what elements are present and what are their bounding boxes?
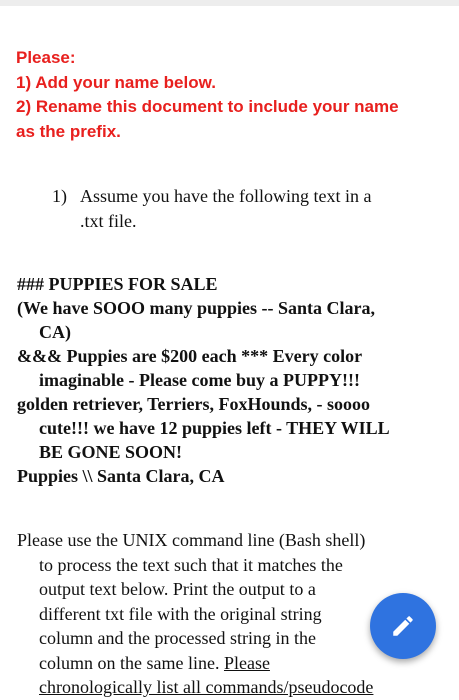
sample-line-1: ### PUPPIES FOR SALE: [17, 274, 218, 294]
sample-line-6: golden retriever, Terriers, FoxHounds, - soooo: [17, 394, 370, 414]
question-line-7[interactable]: chronologically list all commands/pseudocode: [39, 677, 374, 697]
question-1: [52, 184, 442, 234]
sample-line-7: cute!!! we have 12 puppies left - THEY WILL: [39, 418, 390, 438]
question-line-4: different txt file with the original string: [39, 603, 322, 624]
sample-line-8: BE GONE SOON!: [39, 442, 183, 462]
sample-line-5: imaginable - Please come buy a PUPPY!!!: [39, 370, 360, 390]
instructions-step-2-line-2: as the prefix.: [16, 121, 121, 141]
edit-fab-button[interactable]: [370, 593, 436, 659]
question-line-6-text: column on the same line.: [39, 652, 224, 673]
question-line-3: output text below. Print the output to a: [39, 579, 316, 599]
question-line-6: [17, 651, 447, 676]
sample-line-2: (We have SOOO many puppies -- Santa Clara,: [17, 298, 376, 318]
question-1-line-1: Assume you have the following text in a: [80, 186, 372, 206]
question-line-1: Please use the UNIX command line (Bash shell): [17, 530, 366, 550]
question-line-5: column and the processed string in the: [39, 628, 316, 648]
question-1-number: 1): [52, 186, 67, 206]
instructions-step-1: 1) Add your name below.: [16, 72, 216, 92]
sample-line-3: CA): [39, 322, 71, 342]
please-link[interactable]: Please: [223, 652, 270, 673]
pencil-edit-icon: [390, 613, 416, 639]
question-line-2: to process the text such that it matches the: [39, 554, 343, 575]
sample-line-9: Puppies \\ Santa Clara, CA: [17, 466, 225, 486]
sample-text-block: [17, 272, 447, 488]
sample-line-4: &&& Puppies are $200 each *** Every color: [17, 346, 363, 366]
instructions-block: [16, 46, 446, 144]
instructions-heading: Please:: [16, 48, 76, 67]
top-bar: [0, 0, 459, 6]
instructions-step-2-line-1: 2) Rename this document to include your name: [16, 97, 399, 116]
question-1-line-2: .txt file.: [80, 211, 137, 231]
